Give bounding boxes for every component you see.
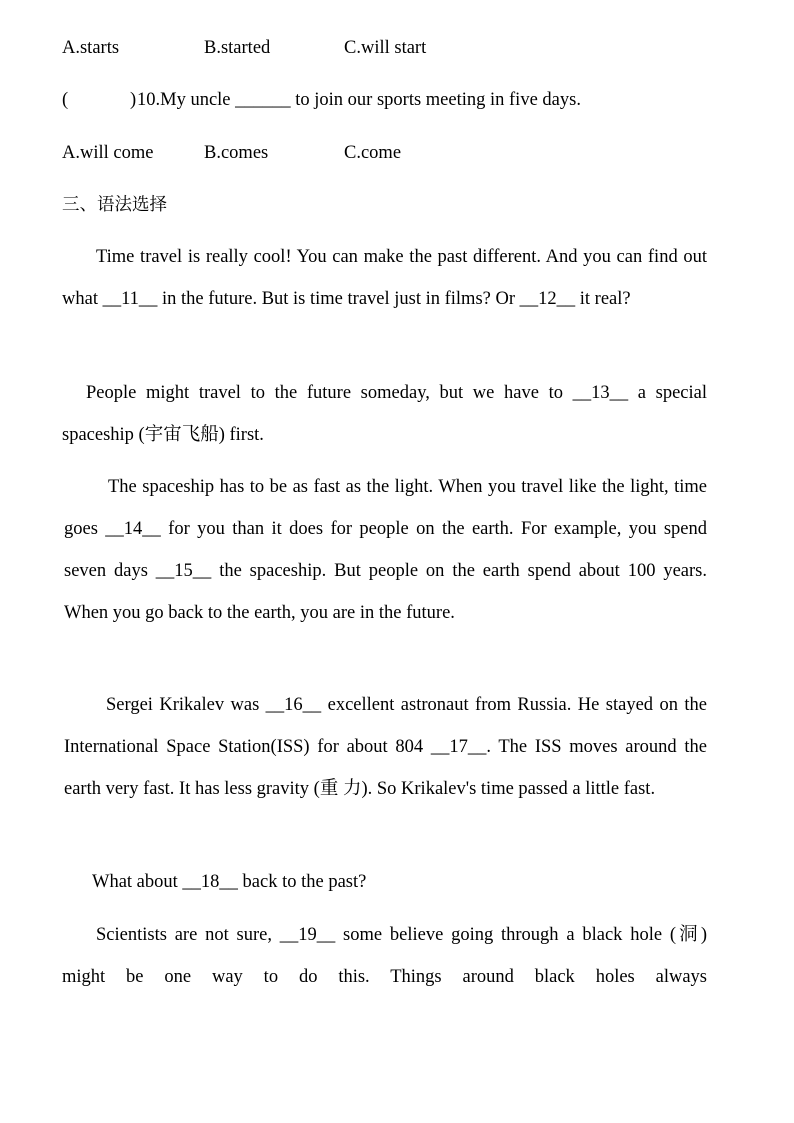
passage-paragraph-5: What about __18__ back to the past? [92,872,367,892]
passage-paragraph-6: Scientists are not sure, __19__ some believe going through a black hole (洞) might be one way to do this. Things around black holes always [62,925,707,987]
q9-option-b: B.started [204,38,271,58]
q10-option-b: B.comes [204,143,269,163]
q9-option-a: A.starts [62,38,120,58]
q10-answer-paren-open: ( [62,90,69,110]
passage-paragraph-2: People might travel to the future someday, but we have to __13__ a special spaceship (宇宙飞船) first. [62,383,707,445]
q10-option-c: C.come [344,143,402,163]
section-heading: 三、语法选择 [62,195,167,215]
q10-option-a: A.will come [62,143,154,163]
q10-answer-paren-close: ) [130,90,137,110]
passage-paragraph-1: Time travel is really cool! You can make the past different. And you can find out what __11__ in the future. But is time travel just in films? Or __12__ it real? [62,247,707,309]
passage-paragraph-4: Sergei Krikalev was __16__ excellent astronaut from Russia. He stayed on the International Space Station(ISS) for about 804 __17__. The ISS moves around the earth very fast. It has less gravity (重 力). So Krikalev's time passed a little fast. [64,695,707,799]
q9-option-c: C.will start [344,38,427,58]
q10-question-text: 10.My uncle ______ to join our sports meeting in five days. [137,90,581,110]
passage-paragraph-3: The spaceship has to be as fast as the light. When you travel like the light, time goes __14__ for you than it does for people on the earth. For example, you spend seven days __15__ the spaceship. But people on the earth spend about 100 years. When you go back to the earth, you are in the future. [64,477,707,623]
